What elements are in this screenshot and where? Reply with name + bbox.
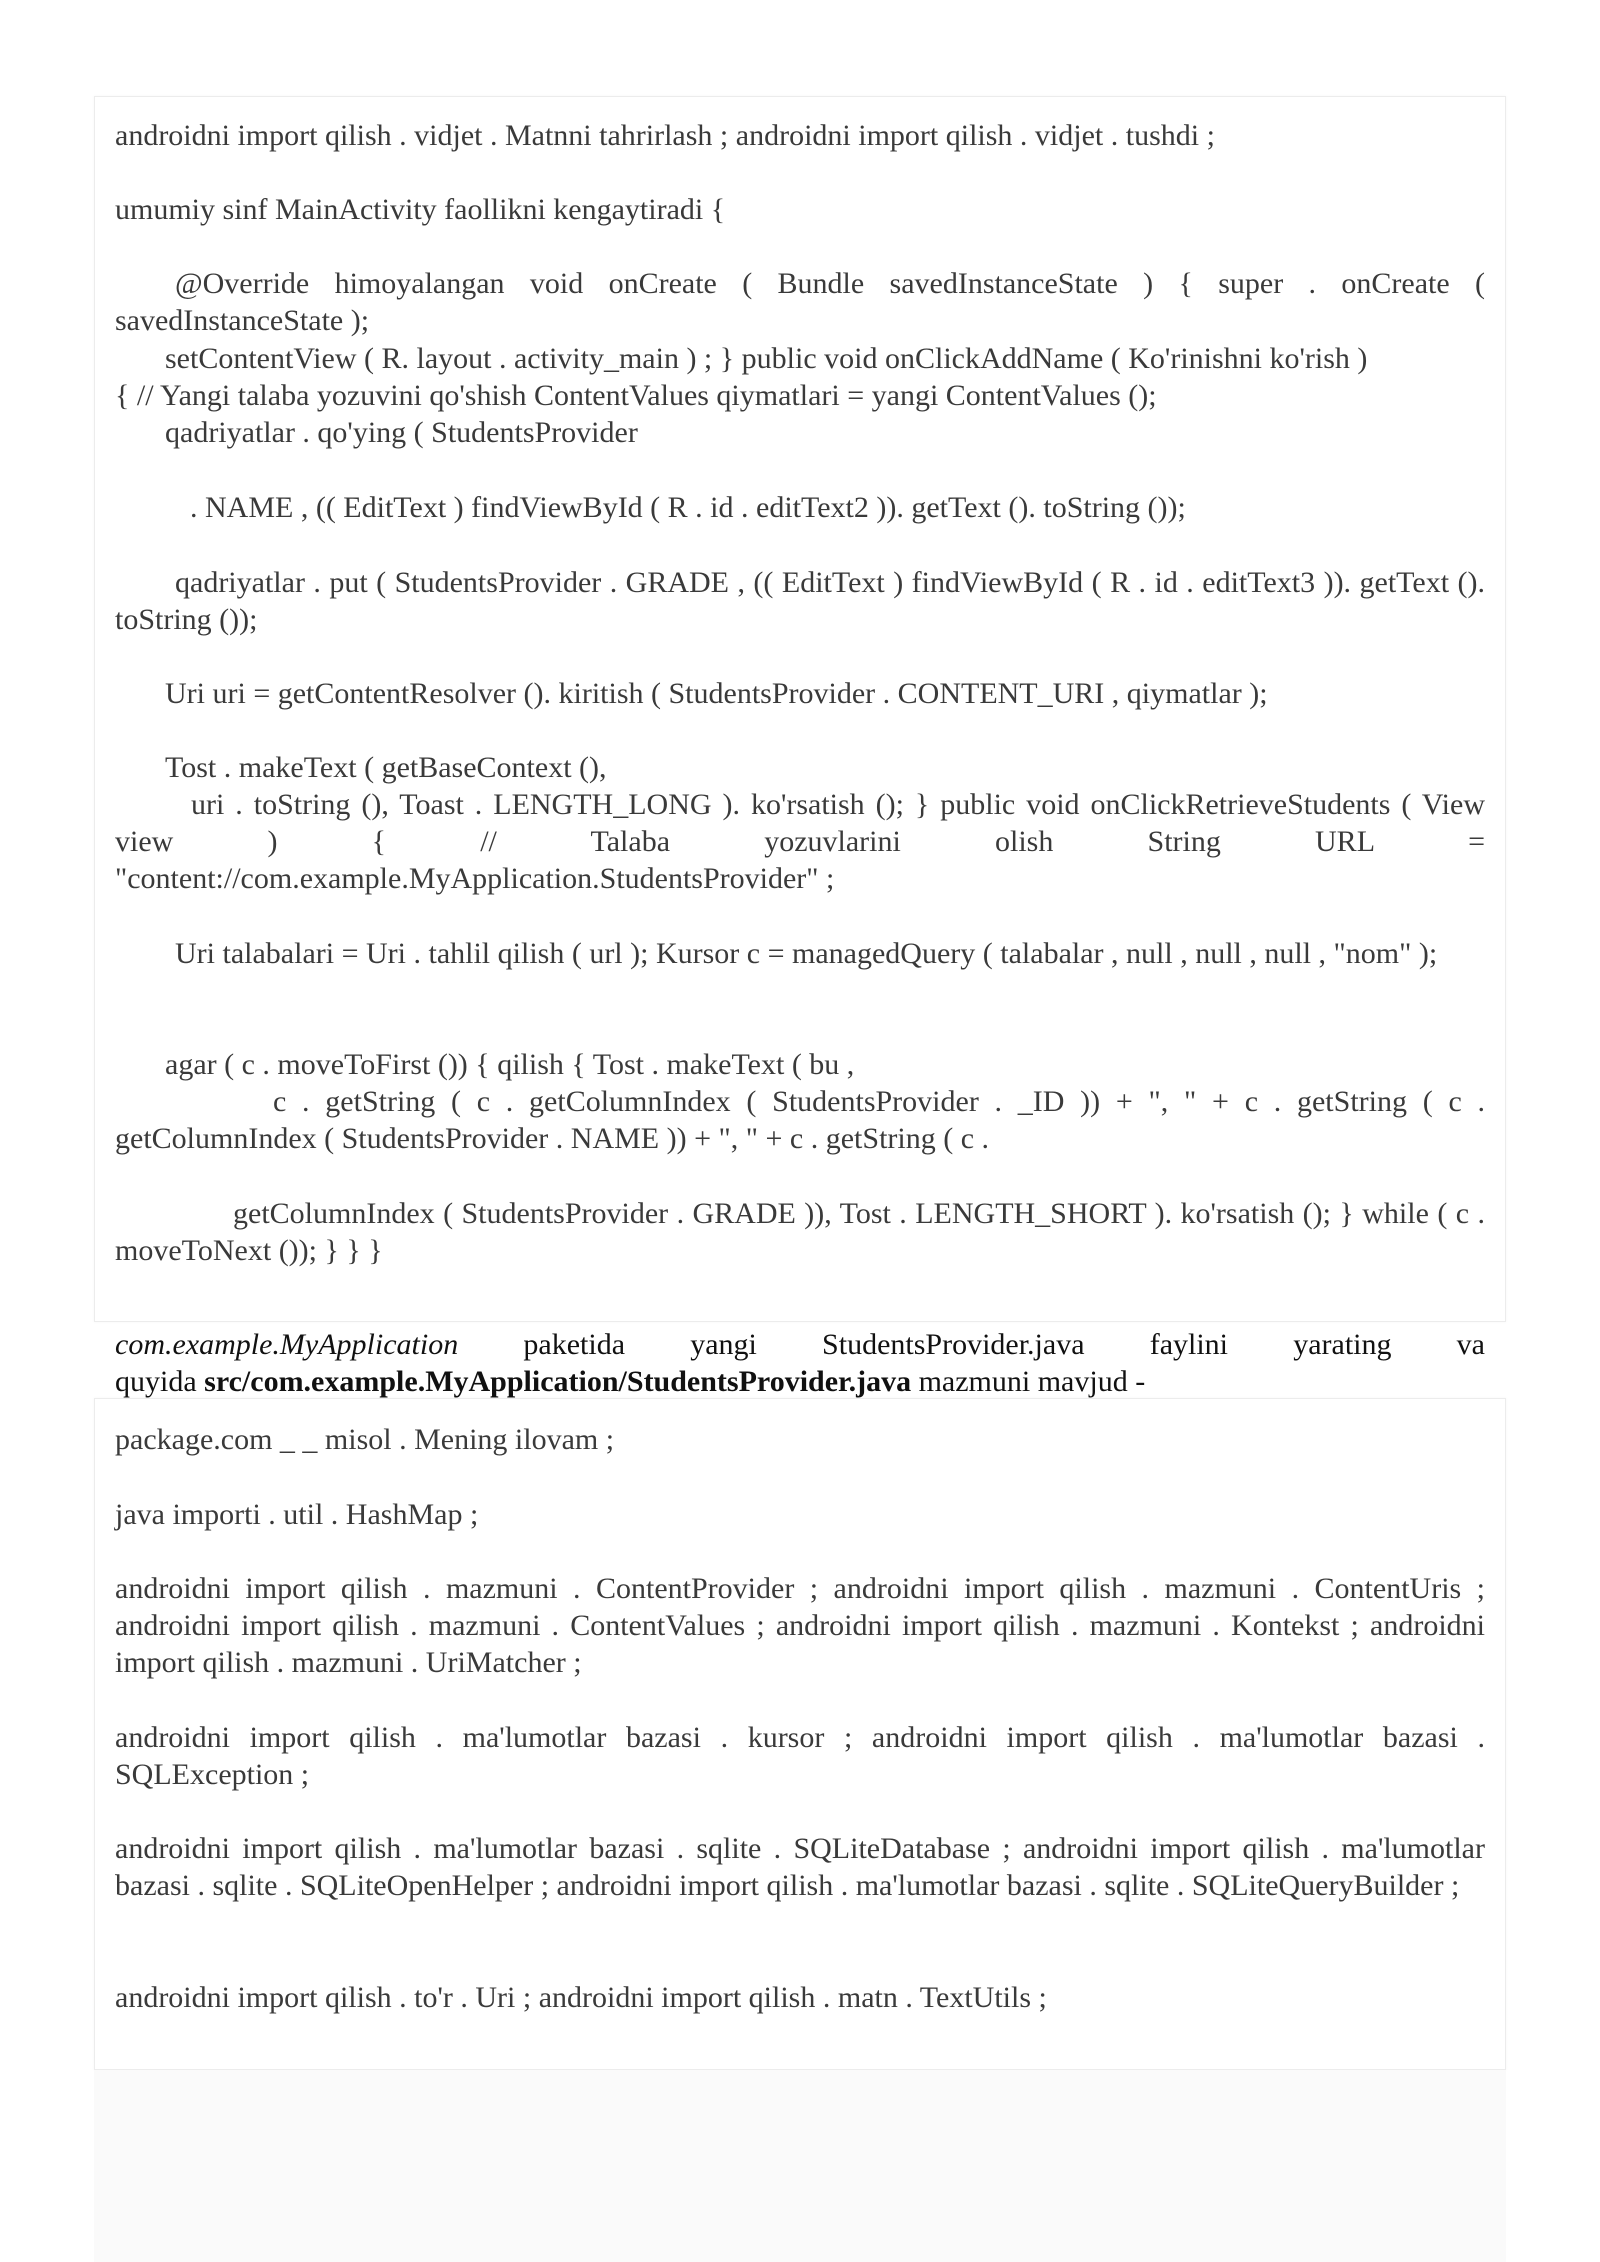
instruction-text-3: mazmuni mavjud - — [911, 1365, 1146, 1398]
code-line-setcontentview-c: qadriyatlar . qo'ying ( StudentsProvider — [165, 416, 638, 449]
instruction-text-2: quyida — [115, 1365, 205, 1398]
code-line-setcontentview-a: setContentView ( R. layout . activity_main ) ; } public void onClickAddName ( Ko'rinishni ko'rish ) — [165, 342, 1368, 375]
instruction-paragraph — [115, 1326, 1485, 1400]
package-name: com.example.MyApplication — [115, 1328, 459, 1361]
code-line-movetofirst-b: c . getString ( c . getColumnIndex ( StudentsProvider . _ID )) + ", " + c . getString ( c . getColumnIndex ( StudentsProvider . NAME )) + ", " + c . getString ( c . — [115, 1085, 1485, 1155]
code-line-getcolumnindex-grade: getColumnIndex ( StudentsProvider . GRADE )), Tost . LENGTH_SHORT ). ko'rsatish (); } while ( c . moveToNext ()); } } } — [115, 1197, 1485, 1267]
code-line-toast-a: Tost . makeText ( getBaseContext (), — [165, 751, 607, 784]
code-line-imports: androidni import qilish . vidjet . Matnni tahrirlash ; androidni import qilish . vidjet . tushdi ; — [115, 119, 1215, 152]
code-line-toast-b: uri . toString (), Toast . LENGTH_LONG ). ko'rsatish (); } public void onClickRetrieveStudents ( View view ) { // Talaba yozuvlarini olish String URL = — [115, 788, 1485, 858]
code-line-database-imports: androidni import qilish . ma'lumotlar bazasi . kursor ; androidni import qilish . ma'lumotlar bazasi . SQLException ; — [115, 1721, 1485, 1791]
code-line-content-imports: androidni import qilish . mazmuni . ContentProvider ; androidni import qilish . mazmuni . ContentUris ; androidni import qilish . mazmuni . ContentValues ; androidni import qilish . mazmuni . Kontekst ; androidni import qilish . mazmuni . UriMatcher ; — [115, 1572, 1485, 1679]
code-line-toast — [115, 749, 1485, 897]
code-line-movetofirst — [115, 1046, 1485, 1157]
code-line-uri-parse: Uri talabalari = Uri . tahlil qilish ( url ); Kursor c = managedQuery ( talabalar , null , null , null , "nom" ); — [175, 937, 1438, 970]
code-line-oncreate: @Override himoyalangan void onCreate ( Bundle savedInstanceState ) { super . onCreate ( savedInstanceState ); — [115, 267, 1485, 337]
file-path: src/com.example.MyApplication/StudentsProvider.java — [204, 1365, 912, 1398]
code-line-sqlite-imports: androidni import qilish . ma'lumotlar bazasi . sqlite . SQLiteDatabase ; androidni import qilish . ma'lumotlar bazasi . sqlite . SQLiteOpenHelper ; androidni import qilish . ma'lumotlar bazasi . sqlite . SQLiteQueryBuilder ; — [115, 1832, 1485, 1902]
instruction-text-1: paketida yangi StudentsProvider.java faylini yarating va — [458, 1328, 1485, 1361]
code-line-name: . NAME , (( EditText ) findViewById ( R . id . editText2 )). getText (). toString ()); — [190, 491, 1186, 524]
code-line-toast-c: "content://com.example.MyApplication.StudentsProvider" ; — [115, 862, 835, 895]
code-line-insert: Uri uri = getContentResolver (). kiritish ( StudentsProvider . CONTENT_URI , qiymatlar ); — [165, 677, 1268, 710]
code-line-net-imports: androidni import qilish . to'r . Uri ; androidni import qilish . matn . TextUtils ; — [115, 1981, 1047, 2014]
code-line-class-decl: umumiy sinf MainActivity faollikni kengaytiradi { — [115, 193, 726, 226]
code-line-package: package.com _ _ misol . Mening ilovam ; — [115, 1423, 615, 1456]
code-line-setcontentview — [115, 340, 1485, 451]
code-line-hashmap: java importi . util . HashMap ; — [115, 1498, 479, 1531]
instruction-line-1 — [115, 1326, 1485, 1363]
page-lower-area — [94, 2070, 1506, 2262]
code-line-grade: qadriyatlar . put ( StudentsProvider . GRADE , (( EditText ) findViewById ( R . id . editText3 )). getText (). toString ()); — [115, 566, 1485, 636]
instruction-line-2 — [115, 1363, 1485, 1400]
code-line-movetofirst-a: agar ( c . moveToFirst ()) { qilish { Tost . makeText ( bu , — [165, 1048, 855, 1081]
code-line-setcontentview-b: { // Yangi talaba yozuvini qo'shish ContentValues qiymatlari = yangi ContentValues (); — [115, 379, 1157, 412]
